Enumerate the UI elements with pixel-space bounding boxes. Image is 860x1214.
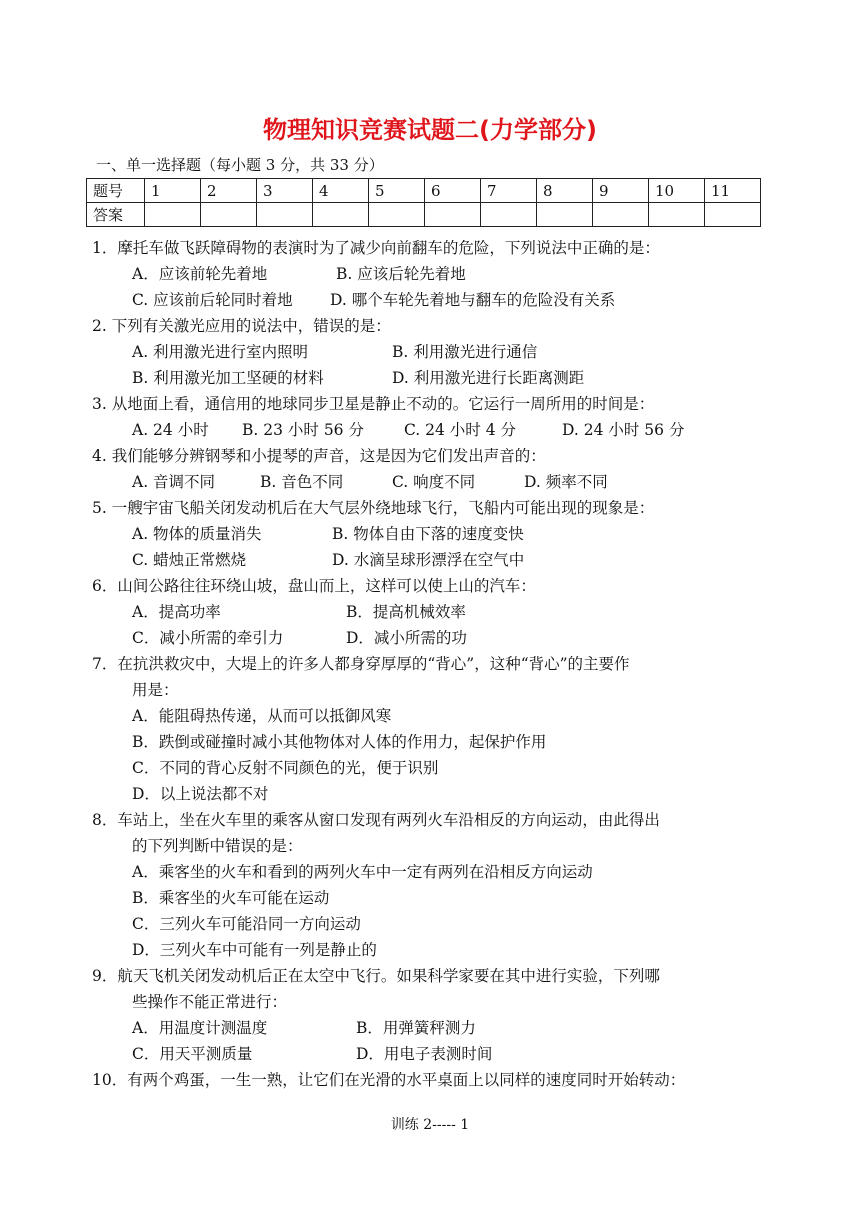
section-heading: 一、单一选择题（每小题 3 分，共 33 分）	[96, 156, 384, 174]
option-d: D. 24 小时 56 分	[562, 421, 685, 439]
table-cell: 答案	[87, 203, 145, 227]
option-c: C．用天平测质量	[132, 1045, 253, 1063]
option-a: A．乘客坐的火车和看到的两列火车中一定有两列在沿相反方向运动	[132, 863, 593, 881]
option-c: C．减小所需的牵引力	[132, 629, 284, 647]
answer-cell[interactable]	[481, 203, 537, 227]
question-9-continued: 些操作不能正常进行：	[132, 993, 288, 1011]
option-a: A. 利用激光进行室内照明	[132, 343, 309, 361]
question-3: 3. 从地面上看，通信用的地球同步卫星是静止不动的。它运行一周所用的时间是：	[92, 395, 655, 413]
option-d: D. 水滴呈球形漂浮在空气中	[332, 551, 525, 569]
option-c: C．不同的背心反射不同颜色的光，便于识别	[132, 759, 439, 777]
question-4: 4. 我们能够分辨钢琴和小提琴的声音，这是因为它们发出声音的：	[92, 447, 546, 465]
answer-cell[interactable]	[257, 203, 313, 227]
page-title: 物理知识竞赛试题二(力学部分)	[263, 116, 597, 144]
table-cell: 1	[145, 179, 201, 203]
answer-cell[interactable]	[593, 203, 649, 227]
option-c: C. 响度不同	[392, 473, 476, 491]
question-5: 5. 一艘宇宙飞船关闭发动机后在大气层外绕地球飞行，飞船内可能出现的现象是：	[92, 499, 655, 517]
option-a: A. 24 小时	[132, 421, 209, 439]
table-row	[87, 179, 761, 203]
answer-cell[interactable]	[425, 203, 481, 227]
table-cell: 2	[201, 179, 257, 203]
option-b: B．跌倒或碰撞时减小其他物体对人体的作用力，起保护作用	[132, 733, 547, 751]
table-row	[87, 203, 761, 227]
option-a: A. 音调不同	[132, 473, 216, 491]
option-d: D. 频率不同	[524, 473, 608, 491]
option-d: D. 利用激光进行长距离测距	[392, 369, 585, 387]
option-d: D．减小所需的功	[346, 629, 467, 647]
answer-cell[interactable]	[537, 203, 593, 227]
page-footer: 训练 2----- 1	[390, 1117, 470, 1133]
answer-cell[interactable]	[369, 203, 425, 227]
option-a: A．提高功率	[132, 603, 221, 621]
option-c: C. 24 小时 4 分	[404, 421, 517, 439]
question-7-continued: 用是：	[132, 681, 179, 699]
question-1: 1．摩托车做飞跃障碍物的表演时为了减少向前翻车的危险，下列说法中正确的是：	[92, 239, 660, 257]
option-b: B. 23 小时 56 分	[242, 421, 364, 439]
answer-cell[interactable]	[649, 203, 705, 227]
question-6: 6．山间公路往往环绕山坡，盘山而上，这样可以使上山的汽车：	[92, 577, 536, 595]
option-a: A．能阻碍热传递，从而可以抵御风寒	[132, 707, 392, 725]
table-cell: 10	[649, 179, 705, 203]
question-7: 7．在抗洪救灾中，大堤上的许多人都身穿厚厚的“背心”，这种“背心”的主要作	[92, 655, 630, 673]
option-b: B. 音色不同	[260, 473, 344, 491]
question-10: 10．有两个鸡蛋，一生一熟，让它们在光滑的水平桌面上以同样的速度同时开始转动：	[92, 1071, 686, 1089]
answer-cell[interactable]	[145, 203, 201, 227]
option-a: A．应该前轮先着地	[132, 265, 268, 283]
option-b: B．提高机械效率	[346, 603, 466, 621]
table-cell: 5	[369, 179, 425, 203]
option-b: B．用弹簧秤测力	[356, 1019, 476, 1037]
option-a: A．用温度计测温度	[132, 1019, 268, 1037]
option-d: D．以上说法都不对	[132, 785, 269, 803]
table-cell: 4	[313, 179, 369, 203]
table-cell: 9	[593, 179, 649, 203]
option-c: B. 利用激光加工坚硬的材料	[132, 369, 324, 387]
answer-cell[interactable]	[201, 203, 257, 227]
option-c: C. 蜡烛正常燃烧	[132, 551, 247, 569]
option-b: B．乘客坐的火车可能在运动	[132, 889, 330, 907]
table-cell: 题号	[87, 179, 145, 203]
question-9: 9．航天飞机关闭发动机后正在太空中飞行。如果科学家要在其中进行实验，下列哪	[92, 967, 660, 985]
option-c: C．三列火车可能沿同一方向运动	[132, 915, 361, 933]
table-cell: 11	[705, 179, 761, 203]
table-cell: 6	[425, 179, 481, 203]
table-cell: 8	[537, 179, 593, 203]
option-d: D．三列火车中可能有一列是静止的	[132, 941, 377, 959]
answer-cell[interactable]	[313, 203, 369, 227]
option-d: D．用电子表测时间	[356, 1045, 493, 1063]
option-b: B. 利用激光进行通信	[392, 343, 538, 361]
question-8: 8．车站上，坐在火车里的乘客从窗口发现有两列火车沿相反的方向运动，由此得出	[92, 811, 660, 829]
option-b: B. 物体自由下落的速度变快	[332, 525, 524, 543]
option-b: B. 应该后轮先着地	[336, 265, 466, 283]
table-cell: 7	[481, 179, 537, 203]
option-c: C. 应该前后轮同时着地	[132, 291, 293, 309]
answer-cell[interactable]	[705, 203, 761, 227]
table-cell: 3	[257, 179, 313, 203]
option-d: D. 哪个车轮先着地与翻车的危险没有关系	[330, 291, 616, 309]
answer-table	[86, 178, 761, 227]
question-8-continued: 的下列判断中错误的是：	[132, 837, 303, 855]
option-a: A. 物体的质量消失	[132, 525, 262, 543]
question-2: 2. 下列有关激光应用的说法中，错误的是：	[92, 317, 391, 335]
